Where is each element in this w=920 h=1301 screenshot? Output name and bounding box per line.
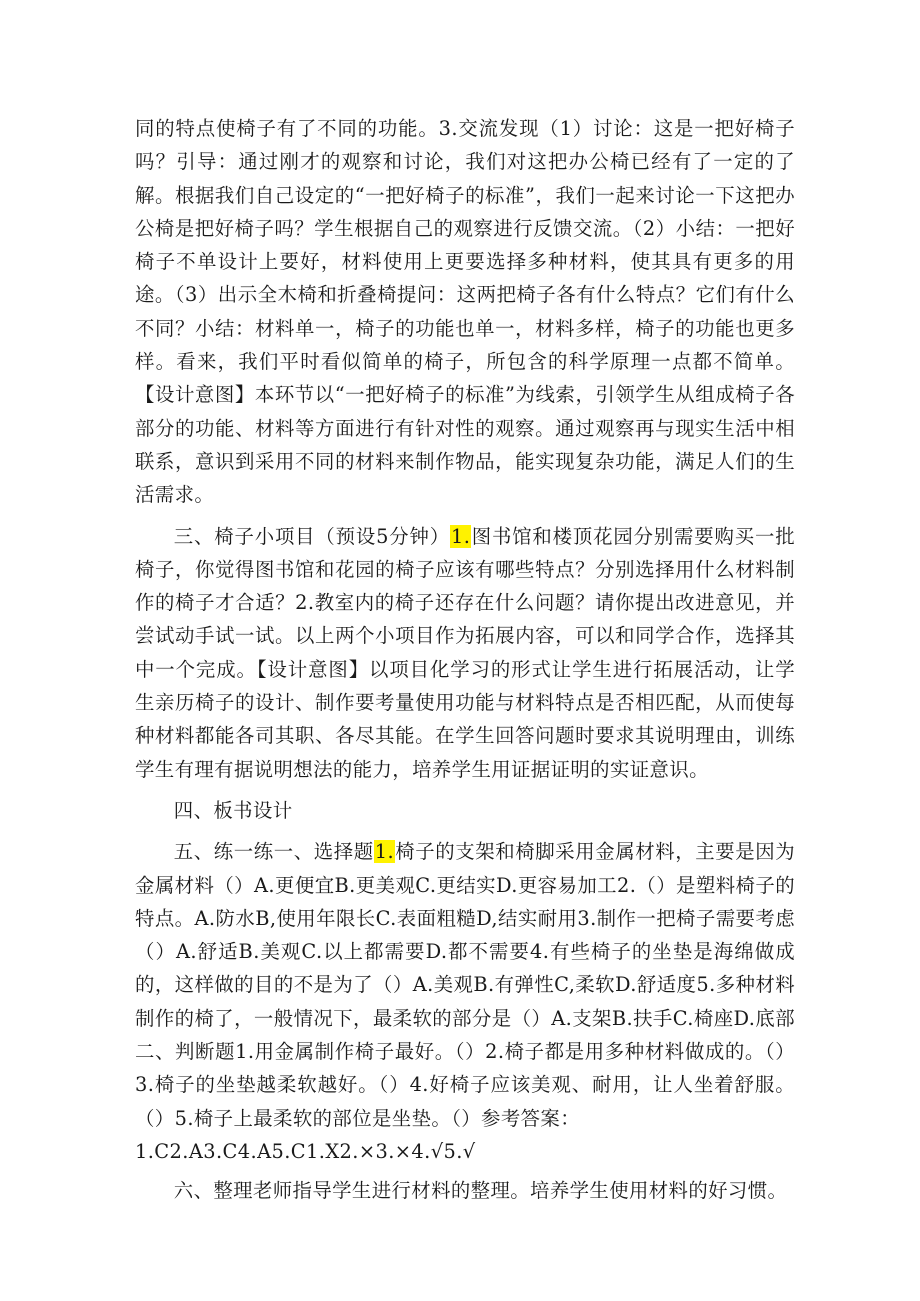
- highlight-marker: 1.: [450, 524, 471, 548]
- document-body: [135, 112, 795, 1208]
- paragraph-board-design: 四、板书设计: [173, 798, 293, 822]
- chair-project-heading: 三、椅子小项目（预设5分钟）: [173, 524, 450, 548]
- chair-project-text: 图书馆和楼顶花园分别需要购买一批椅子，你觉得图书馆和花园的椅子应该有哪些特点？分别选择用什么材料制作的椅子才合适？2.教室内的椅子还存在什么问题？请你提出改进意见，并尝试动手试一试。以上两个小项目作为拓展内容，可以和同学合作，选择其中一个完成。【设计意图】以项目化学习的形式让学生进行拓展活动，让学生亲历椅子的设计、制作要考量使用功能与材料特点是否相匹配，从而使每种材料都能各司其职、各尽其能。在学生回答问题时要求其说明理由，训练学生有理有据说明想法的能力，培养学生用证据证明的实证意识。: [135, 524, 795, 781]
- paragraph-exercises: [135, 835, 795, 1135]
- exercises-text: 椅子的支架和椅脚采用金属材料，主要是因为金属材料（）A.更便宜B.更美观C.更结实D.更容易加工2.（）是塑料椅子的特点。A.防水B,使用年限长C.表面粗糙D,结实耐用3.制作一把椅子需要考虑（）A.舒适B.美观C.以上都需要D.都不需要4.有些椅子的坐垫是海绵做成的，这样做的目的不是为了（）A.美观B.有弹性C,柔软D.舒适度5.多种材料制作的椅了，一般情况下，最柔软的部分是（）A.支架B.扶手C.椅座D.底部二、判断题1.用金属制作椅子最好。（）2.椅子都是用多种材料做成的。（）3.椅子的坐垫越柔软越好。（）4.好椅子应该美观、耐用，让人坐着舒服。（）5.椅子上最柔软的部位是坐垫。（）参考答案：: [135, 840, 796, 1130]
- exercises-heading: 五、练一练一、选择题: [173, 840, 374, 864]
- paragraph-chair-project: [135, 520, 795, 786]
- highlight-marker: 1.: [374, 840, 395, 864]
- paragraph-organize: 六、整理老师指导学生进行材料的整理。培养学生使用材料的好习惯。: [173, 1179, 788, 1203]
- answer-key-line: 1.C2.A3.C4.A5.C1.X2.×3.×4.√5.√: [135, 1139, 476, 1163]
- paragraph-continuation: 同的特点使椅子有了不同的功能。3.交流发现（1）讨论：这是一把好椅子吗？引导：通过刚才的观察和讨论，我们对这把办公椅已经有了一定的了解。根据我们自己设定的“一把好椅子的标准”，我们一起来讨论一下这把办公椅是把好椅子吗？学生根据自己的观察进行反馈交流。（2）小结：一把好椅子不单设计上要好，材料使用上更要选择多种材料，使其具有更多的用途。（3）出示全木椅和折叠椅提问：这两把椅子各有什么特点？它们有什么不同？小结：材料单一，椅子的功能也单一，材料多样，椅子的功能也更多样。看来，我们平时看似简单的椅子，所包含的科学原理一点都不简单。【设计意图】本环节以“一把好椅子的标准”为线索，引领学生从组成椅子各部分的功能、材料等方面进行有针对性的观察。通过观察再与现实生活中相联系，意识到采用不同的材料来制作物品，能实现复杂功能，满足人们的生活需求。: [135, 117, 795, 507]
